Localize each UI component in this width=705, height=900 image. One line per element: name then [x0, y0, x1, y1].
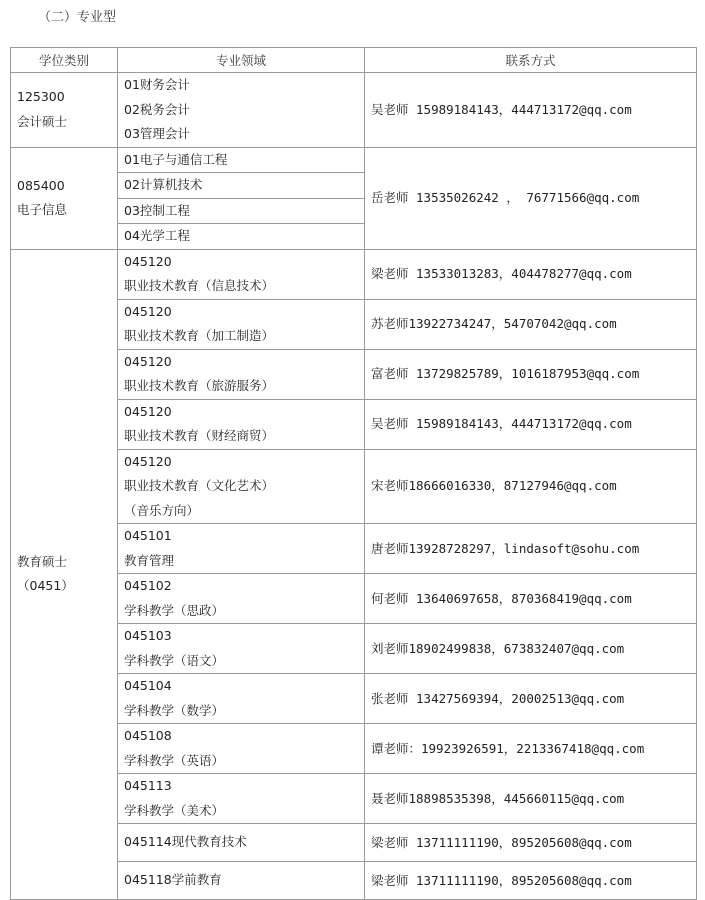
- contact-cell: 唐老师13928728297，lindasoft@sohu.com: [365, 524, 697, 574]
- field-line: 03控制工程: [124, 202, 190, 218]
- table-row: [11, 249, 697, 299]
- contact-cell: 富老师 13729825789，1016187953@qq.com: [365, 349, 697, 399]
- contact-cell: 梁老师 13711111190，895205608@qq.com: [365, 824, 697, 862]
- field-code: 045120: [124, 453, 172, 469]
- contact-cell: 苏老师13922734247，54707042@qq.com: [365, 299, 697, 349]
- header-contact: 联系方式: [365, 48, 697, 73]
- degree-code: 085400: [17, 177, 65, 193]
- field-cell: [118, 524, 365, 574]
- field-line: 03管理会计: [124, 126, 190, 141]
- degree-contact-table: [10, 47, 697, 900]
- field-name: 学科教学（语文）: [124, 652, 225, 668]
- table-row: [11, 73, 697, 148]
- field-cell: [118, 824, 365, 862]
- field-name: 学科教学（思政）: [124, 602, 225, 618]
- field-line: 04光学工程: [124, 228, 190, 243]
- field-name: 职业技术教育（信息技术）: [124, 278, 275, 293]
- field-cell: [118, 624, 365, 674]
- field-name: 045118学前教育: [124, 872, 222, 888]
- degree-category-cell: [11, 73, 118, 148]
- field-name: 学科教学（数学）: [124, 702, 225, 718]
- field-line: 01财务会计: [124, 77, 190, 92]
- field-code: 045120: [124, 353, 172, 369]
- field-line: 01电子与通信工程: [124, 151, 228, 167]
- contact-cell: 张老师 13427569394，20002513@qq.com: [365, 674, 697, 724]
- field-cell: [118, 299, 365, 349]
- field-name: 学科教学（英语）: [124, 752, 225, 768]
- contact-cell: 梁老师 13711111190，895205608@qq.com: [365, 862, 697, 900]
- field-code: 045101: [124, 528, 172, 543]
- table-header-row: [11, 48, 697, 73]
- table-row: [11, 147, 697, 173]
- field-name: 学科教学（美术）: [124, 802, 225, 818]
- degree-code: （0451）: [17, 578, 74, 594]
- field-cell: [118, 774, 365, 824]
- field-code: 045103: [124, 628, 172, 643]
- field-cell: [118, 147, 365, 173]
- contact-cell: 何老师 13640697658，870368419@qq.com: [365, 574, 697, 624]
- field-code: 045104: [124, 678, 172, 693]
- field-code: 045102: [124, 578, 172, 593]
- degree-category-cell: [11, 147, 118, 249]
- header-degree-category: 学位类别: [11, 48, 118, 73]
- field-code: 045120: [124, 303, 172, 319]
- field-line: 02计算机技术: [124, 177, 203, 192]
- contact-cell: 吴老师 15989184143，444713172@qq.com: [365, 399, 697, 449]
- field-cell: [118, 399, 365, 449]
- degree-name: 电子信息: [17, 202, 68, 217]
- field-cell: [118, 674, 365, 724]
- field-cell: [118, 349, 365, 399]
- degree-name: 教育硕士: [17, 553, 68, 569]
- degree-name: 会计硕士: [17, 113, 68, 129]
- field-cell: [118, 574, 365, 624]
- degree-code: 125300: [17, 89, 65, 105]
- field-cell: [118, 249, 365, 299]
- field-code: 045120: [124, 403, 172, 419]
- field-cell: [118, 73, 365, 148]
- degree-category-cell: [11, 249, 118, 900]
- field-name: 045114现代教育技术: [124, 834, 247, 850]
- field-cell: [118, 173, 365, 199]
- field-name: 职业技术教育（加工制造）: [124, 328, 275, 343]
- field-name: 教育管理: [124, 552, 175, 568]
- field-cell: [118, 198, 365, 224]
- field-code: 045108: [124, 728, 172, 743]
- section-title: （二）专业型: [38, 10, 117, 25]
- field-cell: [118, 224, 365, 250]
- field-code: 045120: [124, 253, 172, 269]
- field-name: 职业技术教育（旅游服务）: [124, 378, 275, 393]
- field-line: 02税务会计: [124, 101, 190, 117]
- contact-cell: 聂老师18898535398，445660115@qq.com: [365, 774, 697, 824]
- field-name: 职业技术教育（财经商贸）: [124, 428, 275, 443]
- field-cell: [118, 724, 365, 774]
- field-cell: [118, 449, 365, 524]
- contact-cell: 谭老师：19923926591，2213367418@qq.com: [365, 724, 697, 774]
- field-name: 职业技术教育（文化艺术）: [124, 478, 275, 493]
- field-subname: （音乐方向）: [124, 502, 200, 518]
- contact-cell: 吴老师 15989184143，444713172@qq.com: [365, 73, 697, 148]
- field-code: 045113: [124, 778, 172, 793]
- contact-cell: 刘老师18902499838，673832407@qq.com: [365, 624, 697, 674]
- field-cell: [118, 862, 365, 900]
- contact-cell: 宋老师18666016330，87127946@qq.com: [365, 449, 697, 524]
- contact-cell: 梁老师 13533013283，404478277@qq.com: [365, 249, 697, 299]
- contact-cell: 岳老师 13535026242 ， 76771566@qq.com: [365, 147, 697, 249]
- header-field: 专业领域: [118, 48, 365, 73]
